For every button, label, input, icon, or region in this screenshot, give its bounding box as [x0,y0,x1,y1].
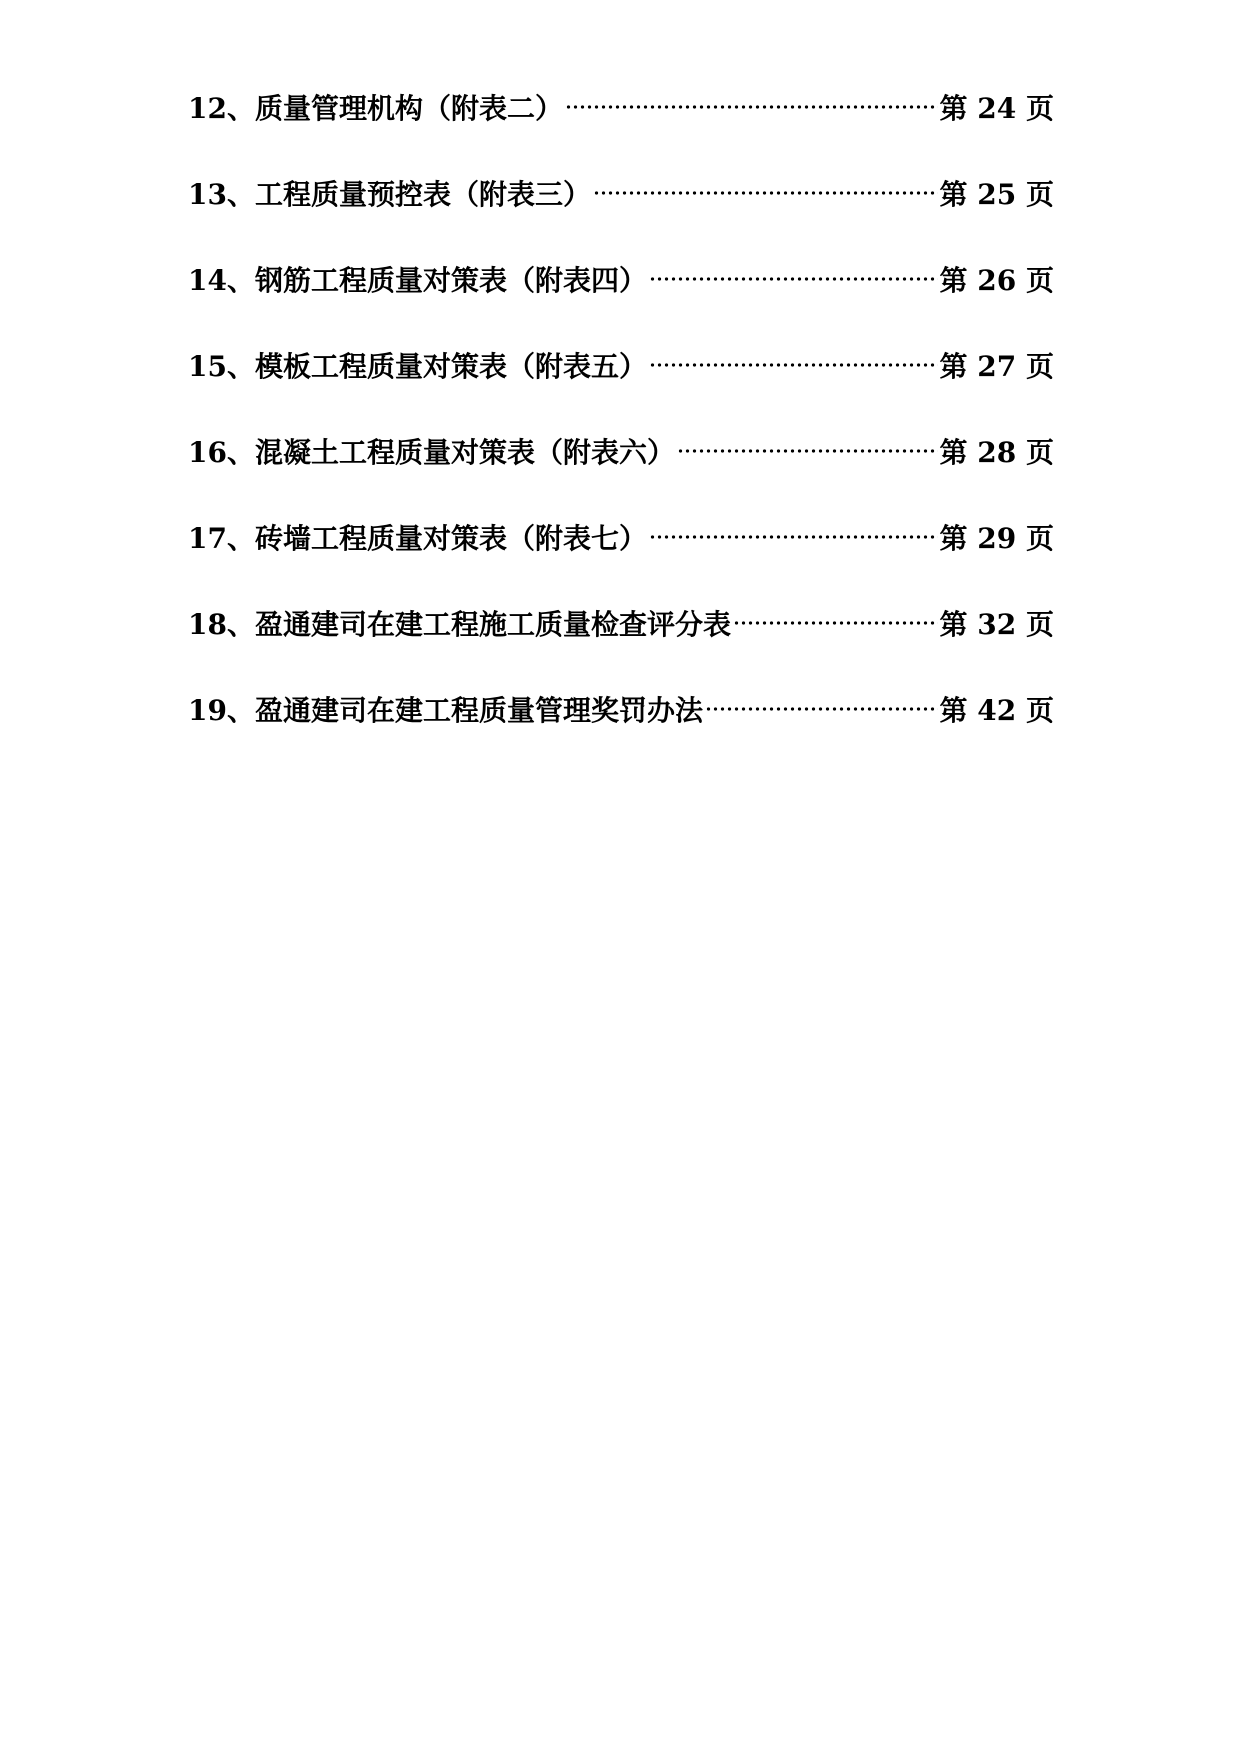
toc-entry-18[interactable] [188,580,1054,666]
toc-entry-title: 钢筋工程质量对策表（附表四） [254,264,647,297]
toc-entry-page: 第 42 页 [939,694,1054,727]
toc-entry-19[interactable] [188,666,1054,752]
toc-entry-12[interactable] [188,64,1054,150]
toc-entry-page: 第 29 页 [939,522,1054,555]
dot-leader [565,105,938,109]
dot-leader [649,363,938,367]
toc-entry-title: 盈通建司在建工程施工质量检查评分表 [254,608,731,641]
toc-entry-number: 14、 [188,264,255,297]
toc-entry-page: 第 24 页 [939,92,1054,125]
toc-entry-title: 混凝土工程质量对策表（附表六） [254,436,675,469]
toc-entry-page: 第 25 页 [939,178,1054,211]
table-of-contents [188,64,1054,752]
toc-entry-number: 13、 [188,178,255,211]
toc-entry-number: 12、 [188,92,255,125]
toc-entry-13[interactable] [188,150,1054,236]
toc-entry-page: 第 27 页 [939,350,1054,383]
toc-entry-page: 第 32 页 [939,608,1054,641]
toc-entry-page: 第 26 页 [939,264,1054,297]
toc-entry-title: 砖墙工程质量对策表（附表七） [254,522,647,555]
toc-entry-14[interactable] [188,236,1054,322]
toc-entry-17[interactable] [188,494,1054,580]
dot-leader [649,535,938,539]
toc-entry-title: 工程质量预控表（附表三） [254,178,591,211]
toc-entry-number: 18、 [188,608,255,641]
toc-entry-title: 盈通建司在建工程质量管理奖罚办法 [254,694,703,727]
toc-entry-title: 模板工程质量对策表（附表五） [254,350,647,383]
toc-entry-number: 19、 [188,694,255,727]
dot-leader [593,191,938,195]
dot-leader [649,277,938,281]
toc-entry-number: 15、 [188,350,255,383]
toc-entry-number: 16、 [188,436,255,469]
toc-entry-16[interactable] [188,408,1054,494]
toc-entry-page: 第 28 页 [939,436,1054,469]
dot-leader [705,707,938,711]
toc-entry-number: 17、 [188,522,255,555]
toc-entry-title: 质量管理机构（附表二） [254,92,563,125]
dot-leader [677,449,938,453]
toc-entry-15[interactable] [188,322,1054,408]
dot-leader [733,621,938,625]
